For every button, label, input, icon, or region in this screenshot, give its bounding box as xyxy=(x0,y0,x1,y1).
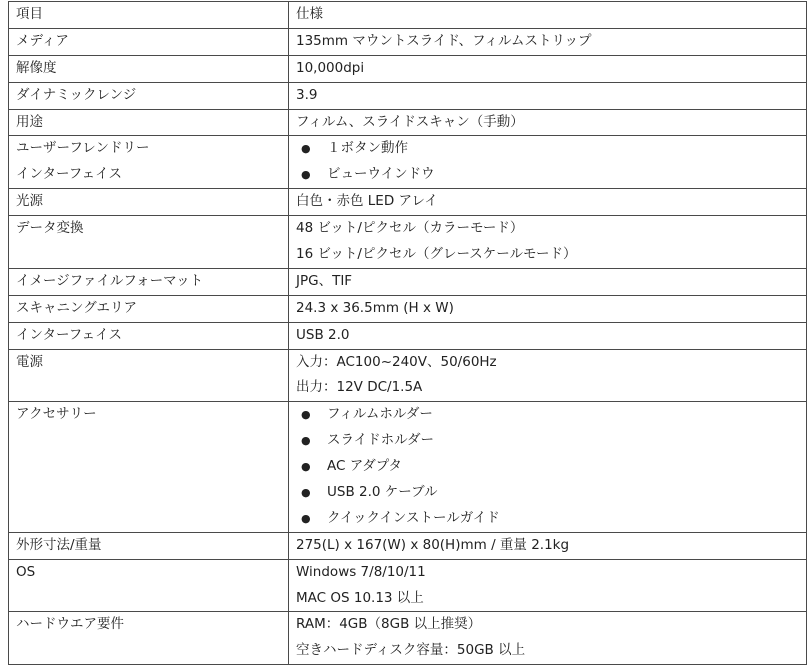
bullet-icon: ● xyxy=(301,408,311,422)
spec-label: インターフェイス xyxy=(16,326,122,343)
bullet-icon: ● xyxy=(301,168,311,182)
bullet-item xyxy=(296,454,799,480)
spec-row xyxy=(9,28,807,55)
spec-label: データ変換 xyxy=(16,220,84,237)
spec-label-cell xyxy=(9,82,289,109)
spec-row xyxy=(9,349,807,402)
spec-row xyxy=(9,136,807,189)
spec-row xyxy=(9,532,807,559)
spec-row xyxy=(9,216,807,269)
spec-table-body xyxy=(9,2,807,665)
spec-value: 135mm マウントスライド、フィルムストリップ xyxy=(296,32,592,49)
spec-value: AC アダプタ xyxy=(327,458,402,475)
spec-label: ダイナミックレンジ xyxy=(16,86,137,103)
spec-label: アクセサリー xyxy=(16,406,97,423)
spec-label-cell xyxy=(9,55,289,82)
spec-table xyxy=(8,1,807,665)
spec-value: クイックインストールガイド xyxy=(327,509,500,526)
spec-value-cell xyxy=(289,136,807,189)
spec-label-cell xyxy=(9,322,289,349)
spec-row xyxy=(9,295,807,322)
spec-value-cell xyxy=(289,28,807,55)
spec-value: フィルムホルダー xyxy=(327,406,433,423)
bullet-item xyxy=(296,428,799,454)
spec-label: 項目 xyxy=(16,6,43,22)
spec-value: ビューウインドウ xyxy=(327,166,435,183)
bullet-item xyxy=(296,162,799,188)
bullet-item xyxy=(296,480,799,506)
spec-label-cell xyxy=(9,559,289,612)
spec-value: 出力：12V DC/1.5A xyxy=(296,379,423,396)
spec-value-cell xyxy=(289,109,807,136)
spec-value: 入力：AC100~240V、50/60Hz xyxy=(296,353,497,370)
spec-label-cell xyxy=(9,295,289,322)
spec-label: メディア xyxy=(16,32,69,49)
spec-label: 光源 xyxy=(16,193,43,210)
spec-value: 275(L) x 167(W) x 80(H)mm / 重量 2.1kg xyxy=(296,536,570,553)
spec-value-cell xyxy=(289,2,807,29)
spec-value: 空きハードディスク容量：50GB 以上 xyxy=(296,642,526,659)
spec-value: フィルム、スライドスキャン（手動） xyxy=(296,113,524,130)
spec-label: OS xyxy=(16,563,36,580)
spec-value: Windows 7/8/10/11 xyxy=(296,563,426,580)
bullet-item xyxy=(296,402,799,428)
spec-value: USB 2.0 xyxy=(296,326,350,343)
spec-label: ハードウエア要件 xyxy=(16,616,124,633)
spec-label-cell xyxy=(9,2,289,29)
spec-label: 解像度 xyxy=(16,59,57,76)
bullet-icon: ● xyxy=(301,142,311,156)
spec-label-cell xyxy=(9,136,289,189)
spec-label: 外形寸法/重量 xyxy=(16,536,102,553)
spec-label-cell xyxy=(9,532,289,559)
spec-label: イメージファイルフォーマット xyxy=(16,272,204,289)
spec-value: 3.9 xyxy=(296,86,318,103)
spec-value-cell xyxy=(289,216,807,269)
spec-row xyxy=(9,55,807,82)
spec-label-cell xyxy=(9,28,289,55)
spec-value: １ボタン動作 xyxy=(327,140,408,157)
spec-value-cell xyxy=(289,559,807,612)
spec-label-cell xyxy=(9,109,289,136)
spec-row xyxy=(9,109,807,136)
bullet-icon: ● xyxy=(301,486,311,500)
spec-value: 48 ビット/ピクセル（カラーモード） xyxy=(296,220,524,237)
spec-value-cell xyxy=(289,189,807,216)
bullet-icon: ● xyxy=(301,511,311,525)
spec-row xyxy=(9,559,807,612)
spec-row xyxy=(9,189,807,216)
spec-value-cell xyxy=(289,402,807,532)
spec-label: 電源 xyxy=(16,353,43,370)
bullet-item xyxy=(296,506,799,532)
spec-row xyxy=(9,268,807,295)
spec-value: 16 ビット/ピクセル（グレースケールモード） xyxy=(296,246,577,263)
spec-value-cell xyxy=(289,532,807,559)
spec-value: 10,000dpi xyxy=(296,59,365,76)
spec-value-cell xyxy=(289,55,807,82)
spec-value: 仕様 xyxy=(296,6,323,22)
spec-value: USB 2.0 ケーブル xyxy=(327,484,438,501)
spec-label: スキャニングエリア xyxy=(16,299,137,316)
spec-label-cell xyxy=(9,268,289,295)
spec-value-cell xyxy=(289,322,807,349)
bullet-item xyxy=(296,136,799,162)
spec-value-cell xyxy=(289,349,807,402)
spec-value: 24.3 x 36.5mm (H x W) xyxy=(296,299,454,316)
spec-label-cell xyxy=(9,402,289,532)
spec-row xyxy=(9,322,807,349)
spec-value: JPG、TIF xyxy=(296,272,353,289)
bullet-icon: ● xyxy=(301,460,311,474)
spec-value: MAC OS 10.13 以上 xyxy=(296,589,424,606)
spec-label-cell xyxy=(9,216,289,269)
spec-label: ユーザーフレンドリー xyxy=(16,140,150,157)
spec-label-cell xyxy=(9,189,289,216)
spec-value-cell xyxy=(289,295,807,322)
spec-row xyxy=(9,82,807,109)
spec-value: RAM：4GB（8GB 以上推奨） xyxy=(296,616,482,633)
spec-value-cell xyxy=(289,82,807,109)
spec-row xyxy=(9,2,807,29)
bullet-icon: ● xyxy=(301,434,311,448)
spec-label-cell xyxy=(9,349,289,402)
spec-row xyxy=(9,402,807,532)
spec-value-cell xyxy=(289,268,807,295)
spec-label: インターフェイス xyxy=(16,166,122,183)
spec-value: 白色・赤色 LED アレイ xyxy=(296,193,438,210)
spec-label: 用途 xyxy=(16,113,43,130)
spec-value: スライドホルダー xyxy=(327,432,435,449)
